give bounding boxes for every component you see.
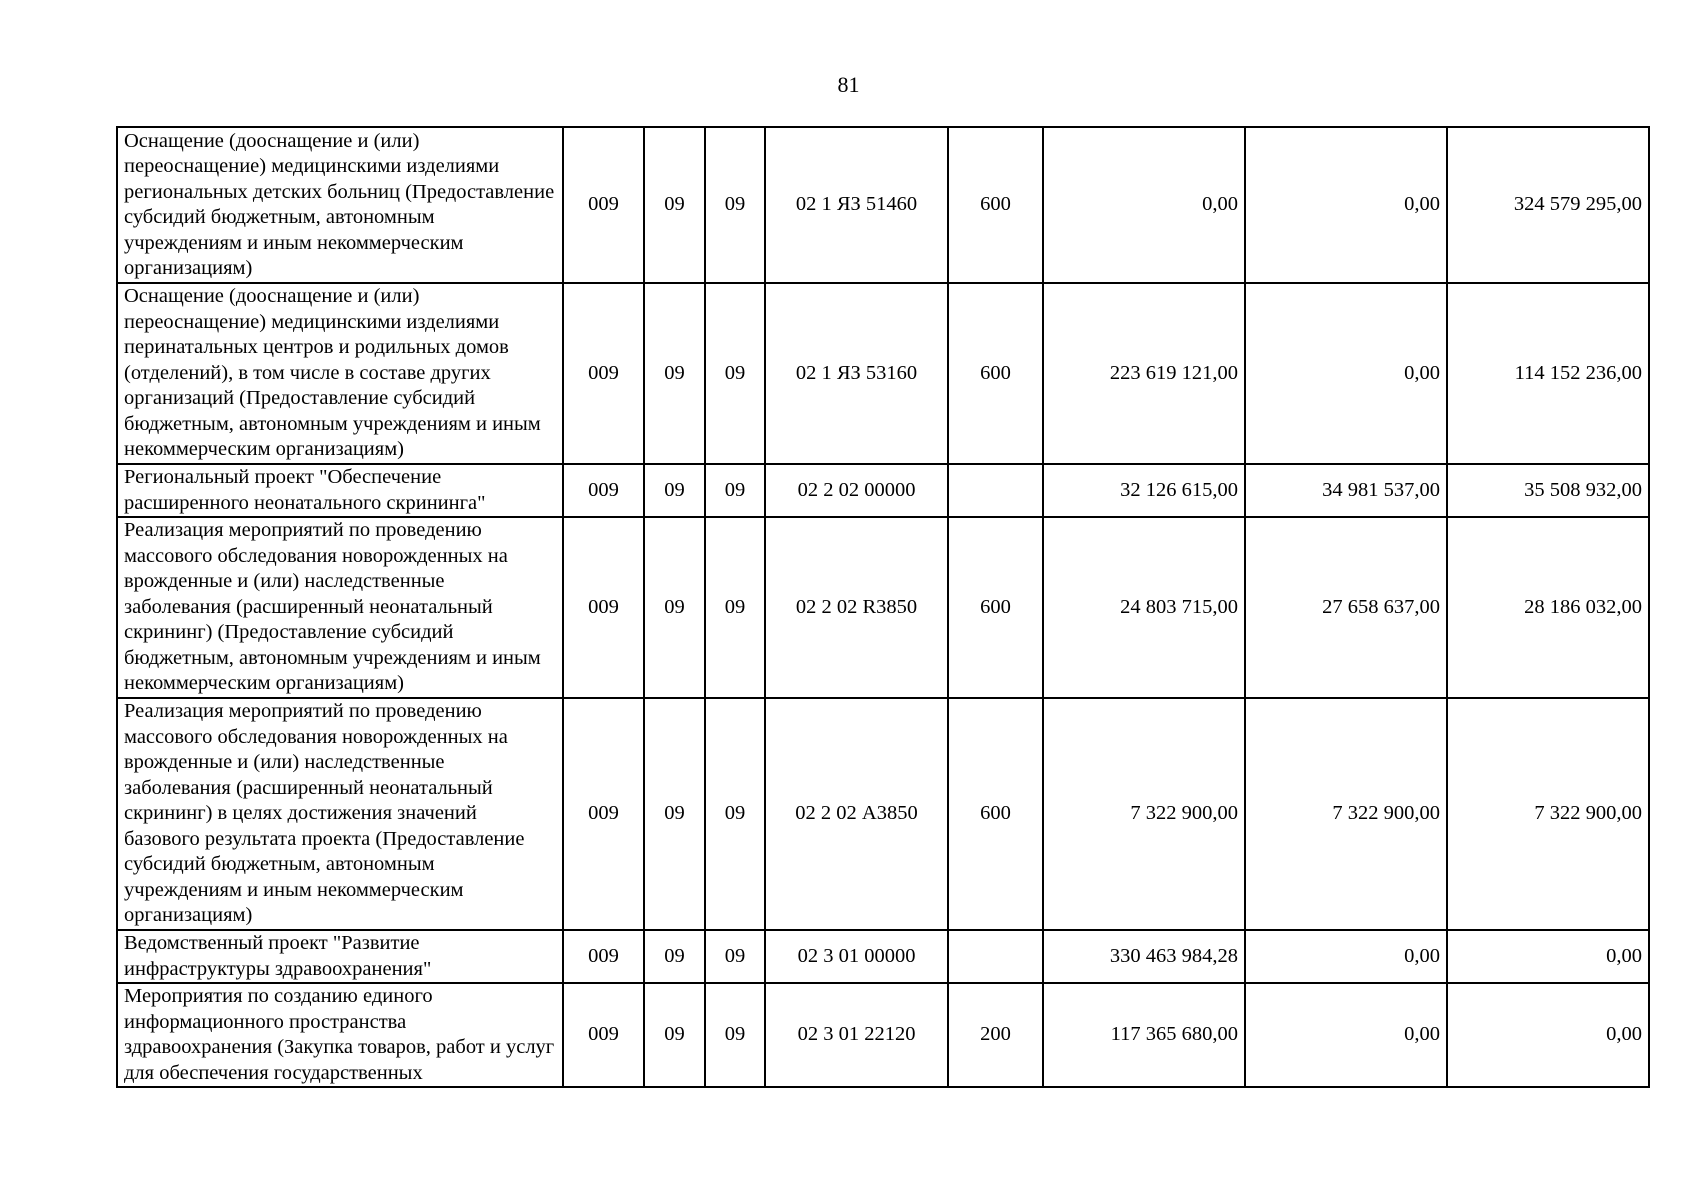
ministry-code-cell: 009: [563, 698, 644, 930]
amount-1-cell: 24 803 715,00: [1043, 517, 1245, 698]
amount-1-cell: 330 463 984,28: [1043, 930, 1245, 983]
ministry-code-cell: 009: [563, 127, 644, 283]
amount-1-cell: 223 619 121,00: [1043, 283, 1245, 464]
row-name: Реализация мероприятий по проведению массового обследования новорожденных на врожденные и (или) наследственные заболевания (расширенный неонатальный скрининг) в целях достижения значений базового результата проекта (Предоставление субсидий бюджетным, автономным учреждениям и иным некоммерческим организациям): [124, 700, 525, 927]
table-row: [117, 698, 1649, 930]
target-article-cell: 02 2 02 А3850: [765, 698, 948, 930]
expense-type-cell: 600: [948, 127, 1043, 283]
ministry-code-cell: 009: [563, 983, 644, 1087]
table-row: [117, 930, 1649, 983]
amount-1-cell: 0,00: [1043, 127, 1245, 283]
amount-2-cell: 0,00: [1245, 930, 1447, 983]
ministry-code-cell: 009: [563, 283, 644, 464]
row-name: Мероприятия по созданию единого информационного пространства здравоохранения (Закупка товаров, работ и услуг для обеспечения государственных: [124, 985, 555, 1084]
row-name-cell: [117, 464, 563, 517]
subsection-code-cell: 09: [705, 983, 765, 1087]
amount-3-cell: 35 508 932,00: [1447, 464, 1649, 517]
expense-type-cell: 600: [948, 698, 1043, 930]
row-name-cell: [117, 127, 563, 283]
table-row: [117, 983, 1649, 1087]
row-name-cell: [117, 283, 563, 464]
amount-3-cell: 28 186 032,00: [1447, 517, 1649, 698]
row-name: Реализация мероприятий по проведению массового обследования новорожденных на врожденные и (или) наследственные заболевания (расширенный неонатальный скрининг) (Предоставление субсидий бюджетным, автономным учреждениям и иным некоммерческим организациям): [124, 519, 541, 695]
row-name: Региональный проект "Обеспечение расширенного неонатального скрининга": [124, 466, 486, 514]
section-code-cell: 09: [644, 127, 705, 283]
target-article-cell: 02 3 01 22120: [765, 983, 948, 1087]
subsection-code-cell: 09: [705, 127, 765, 283]
ministry-code-cell: 009: [563, 464, 644, 517]
target-article-cell: 02 2 02 R3850: [765, 517, 948, 698]
table-row: [117, 283, 1649, 464]
target-article-cell: 02 1 ЯЗ 53160: [765, 283, 948, 464]
expense-type-cell: [948, 930, 1043, 983]
row-name: Ведомственный проект "Развитие инфраструктуры здравоохранения": [124, 932, 432, 980]
amount-2-cell: 7 322 900,00: [1245, 698, 1447, 930]
table-body: [117, 127, 1649, 1087]
amount-3-cell: 0,00: [1447, 983, 1649, 1087]
section-code-cell: 09: [644, 464, 705, 517]
expense-type-cell: 600: [948, 517, 1043, 698]
table-row: [117, 464, 1649, 517]
table-row: [117, 517, 1649, 698]
subsection-code-cell: 09: [705, 517, 765, 698]
amount-3-cell: 114 152 236,00: [1447, 283, 1649, 464]
amount-2-cell: 0,00: [1245, 127, 1447, 283]
amount-3-cell: 7 322 900,00: [1447, 698, 1649, 930]
row-name-cell: [117, 517, 563, 698]
section-code-cell: 09: [644, 983, 705, 1087]
section-code-cell: 09: [644, 930, 705, 983]
subsection-code-cell: 09: [705, 930, 765, 983]
subsection-code-cell: 09: [705, 283, 765, 464]
amount-2-cell: 27 658 637,00: [1245, 517, 1447, 698]
section-code-cell: 09: [644, 517, 705, 698]
amount-1-cell: 117 365 680,00: [1043, 983, 1245, 1087]
amount-1-cell: 7 322 900,00: [1043, 698, 1245, 930]
target-article-cell: 02 1 ЯЗ 51460: [765, 127, 948, 283]
target-article-cell: 02 3 01 00000: [765, 930, 948, 983]
target-article-cell: 02 2 02 00000: [765, 464, 948, 517]
subsection-code-cell: 09: [705, 464, 765, 517]
page-number: 81: [837, 72, 860, 97]
ministry-code-cell: 009: [563, 517, 644, 698]
expense-type-cell: [948, 464, 1043, 517]
amount-1-cell: 32 126 615,00: [1043, 464, 1245, 517]
section-code-cell: 09: [644, 283, 705, 464]
subsection-code-cell: 09: [705, 698, 765, 930]
row-name-cell: [117, 698, 563, 930]
amount-2-cell: 0,00: [1245, 283, 1447, 464]
expense-type-cell: 600: [948, 283, 1043, 464]
amount-3-cell: 0,00: [1447, 930, 1649, 983]
section-code-cell: 09: [644, 698, 705, 930]
row-name: Оснащение (дооснащение и (или) переоснащение) медицинскими изделиями перинатальных центров и родильных домов (отделений), в том числе в составе других организаций (Предоставление субсидий бюджетным, автономным учреждениям и иным некоммерческим организациям): [124, 285, 541, 461]
row-name-cell: [117, 930, 563, 983]
amount-2-cell: 34 981 537,00: [1245, 464, 1447, 517]
budget-table: [116, 126, 1650, 1088]
amount-2-cell: 0,00: [1245, 983, 1447, 1087]
expense-type-cell: 200: [948, 983, 1043, 1087]
ministry-code-cell: 009: [563, 930, 644, 983]
table-row: [117, 127, 1649, 283]
row-name: Оснащение (дооснащение и (или) переоснащение) медицинскими изделиями региональных детских больниц (Предоставление субсидий бюджетным, автономным учреждениям и иным некоммерческим организациям): [124, 129, 555, 279]
row-name-cell: [117, 983, 563, 1087]
amount-3-cell: 324 579 295,00: [1447, 127, 1649, 283]
